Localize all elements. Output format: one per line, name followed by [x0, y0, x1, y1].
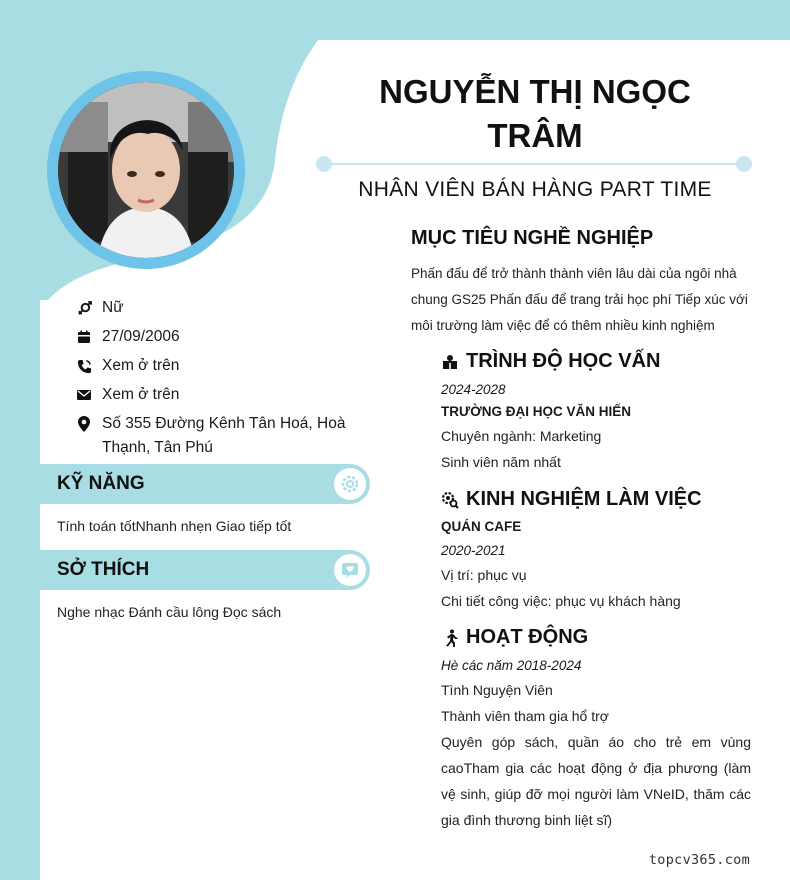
education-section	[441, 350, 751, 475]
career-title: MỤC TIÊU NGHỀ NGHIỆP	[411, 227, 654, 249]
activities-header	[441, 626, 751, 649]
phone-text: Xem ở trên	[102, 357, 180, 374]
header-divider	[324, 163, 744, 165]
activities-section	[441, 626, 751, 833]
gear-search-icon	[441, 491, 459, 509]
avatar	[58, 82, 234, 258]
dob-text: 27/09/2006	[102, 328, 180, 345]
activities-title: HOẠT ĐỘNG	[466, 626, 589, 648]
activities-description: Quyên góp sách, quần áo cho trẻ em vùng caoTham gia các hoạt động ở địa phương (làm vệ sinh, giúp đỡ mọi người làm VNeID, thăm các gia đình thương binh liệt sĩ)	[441, 734, 751, 828]
full-name: NGUYỄN THỊ NGỌC TRÂM	[379, 73, 691, 154]
skills-content: Tính toán tốtNhanh nhẹn Giao tiếp tốt	[57, 518, 292, 534]
heart-message-icon	[334, 554, 366, 586]
education-major: Chuyên ngành: Marketing	[441, 428, 602, 444]
email-text: Xem ở trên	[102, 386, 180, 403]
gender-row	[76, 296, 366, 320]
experience-period: 2020-2021	[441, 543, 506, 558]
address-row	[76, 412, 366, 460]
divider-dot-right	[736, 156, 752, 172]
running-person-icon	[441, 629, 459, 647]
education-period: 2024-2028	[441, 382, 506, 397]
phone-row	[76, 354, 366, 378]
address-text: Số 355 Đường Kênh Tân Hoá, Hoà Thạnh, Tân Phú	[102, 415, 346, 456]
education-school: TRƯỜNG ĐẠI HỌC VĂN HIẾN	[441, 404, 631, 419]
calendar-icon	[76, 325, 92, 349]
activities-role: Thành viên tham gia hổ trợ	[441, 708, 609, 724]
education-title: TRÌNH ĐỘ HỌC VẤN	[466, 350, 661, 372]
experience-section	[441, 488, 751, 614]
dob-row	[76, 325, 366, 349]
contact-info	[76, 296, 366, 465]
footer-watermark: topcv365.com	[648, 852, 750, 868]
career-content: Phấn đấu để trở thành thành viên lâu dài của ngôi nhà chung GS25 Phấn đấu để trang trải học phí Tiếp xúc với môi trường làm việc để có thêm nhiều kinh nghiệm	[411, 266, 748, 333]
experience-details: Chi tiết công việc: phục vụ khách hàng	[441, 593, 681, 609]
email-row	[76, 383, 366, 407]
divider-dot-left	[316, 156, 332, 172]
hobbies-header	[40, 550, 370, 590]
education-header	[441, 350, 751, 373]
location-pin-icon	[76, 412, 92, 436]
avatar-photo	[58, 82, 234, 258]
activities-org: Tình Nguyện Viên	[441, 682, 553, 698]
gear-icon	[334, 468, 366, 500]
education-icon	[441, 353, 459, 371]
activities-period: Hè các năm 2018-2024	[441, 658, 582, 673]
experience-position: Vị trí: phục vụ	[441, 567, 527, 583]
gender-text: Nữ	[102, 299, 124, 316]
gender-icon	[76, 296, 92, 320]
education-note: Sinh viên năm nhất	[441, 454, 561, 470]
experience-title: KINH NGHIỆM LÀM VIỆC	[466, 488, 702, 510]
skills-header	[40, 464, 370, 504]
phone-icon	[76, 354, 92, 378]
skills-title: KỸ NĂNG	[57, 473, 145, 494]
job-title: NHÂN VIÊN BÁN HÀNG PART TIME	[358, 178, 712, 201]
envelope-icon	[76, 383, 92, 407]
hobbies-content: Nghe nhạc Đánh cầu lông Đọc sách	[57, 604, 282, 620]
hobbies-title: SỞ THÍCH	[57, 559, 150, 580]
experience-company: QUÁN CAFE	[441, 519, 522, 534]
experience-header	[441, 488, 751, 511]
